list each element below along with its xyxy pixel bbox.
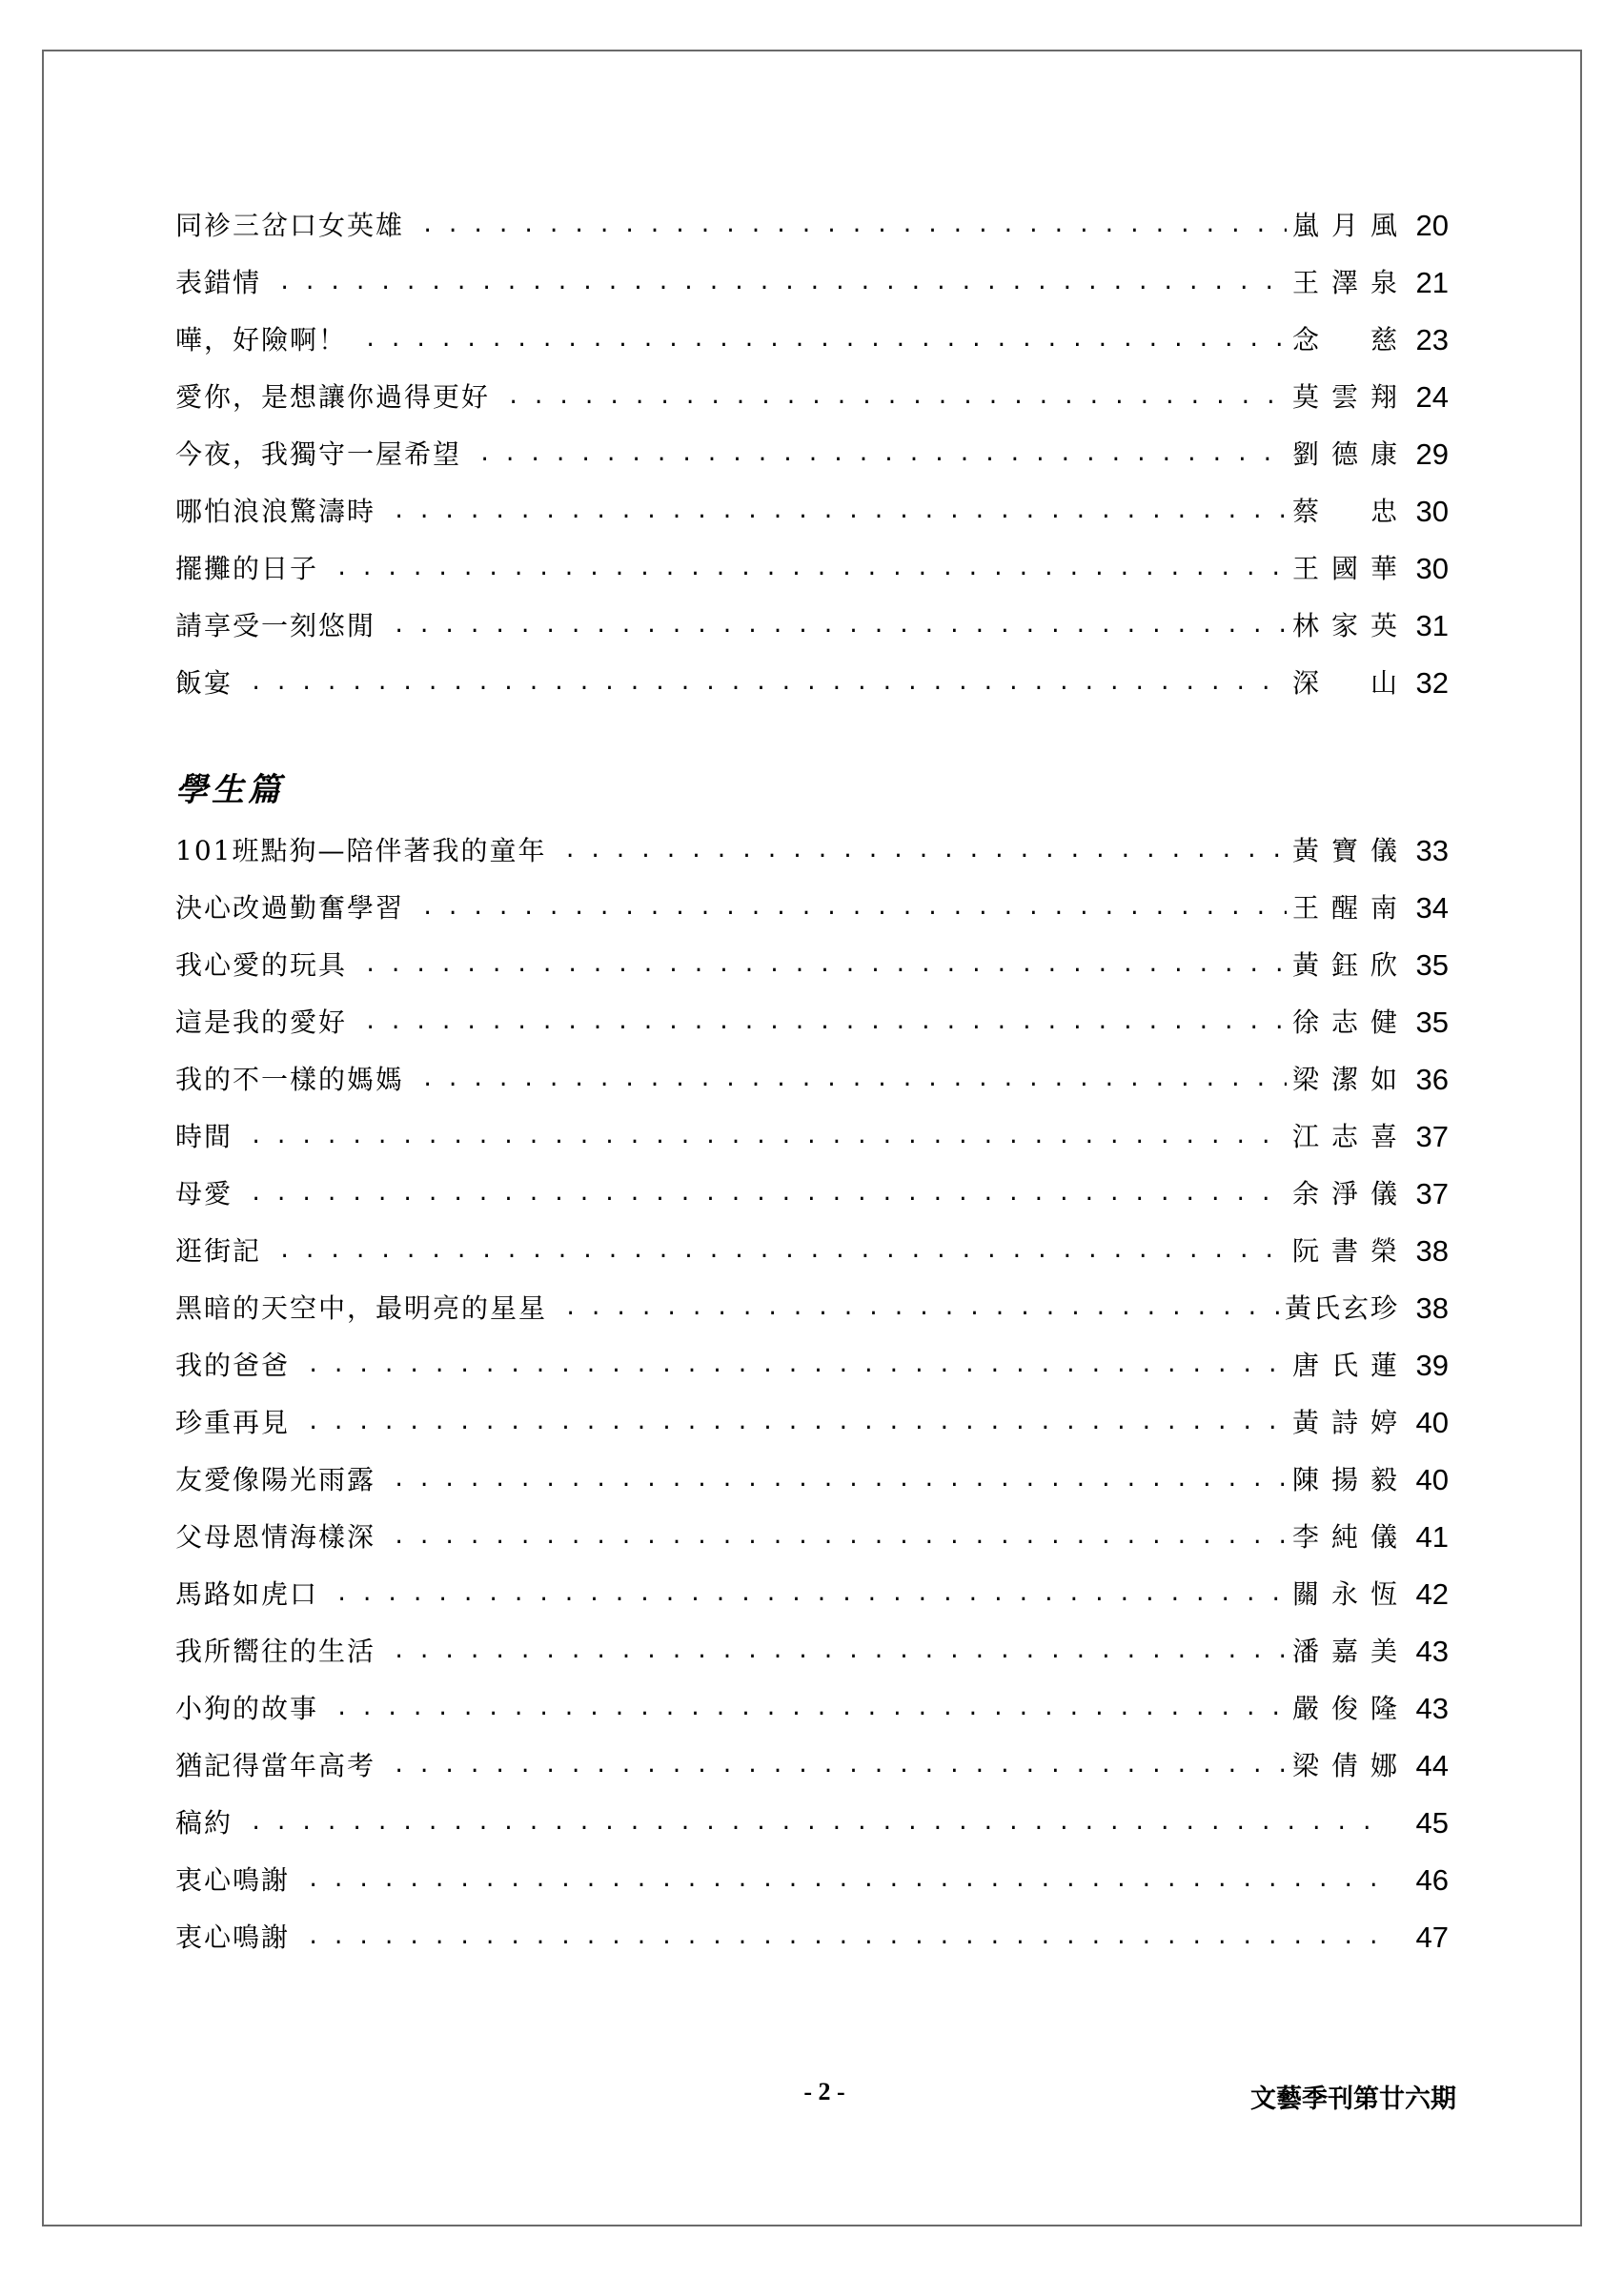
toc-entry[interactable] bbox=[175, 312, 1449, 369]
entry-author: 關永恆 bbox=[1292, 1578, 1399, 1610]
entry-author: 王澤泉 bbox=[1292, 267, 1399, 298]
entry-title: 表錯情 bbox=[175, 267, 262, 298]
toc-entry[interactable] bbox=[175, 1909, 1449, 1966]
toc-entry[interactable] bbox=[175, 254, 1449, 312]
entry-author: 林家英 bbox=[1292, 610, 1399, 641]
entry-author: 徐志健 bbox=[1292, 1006, 1399, 1038]
entry-title: 決心改過勤奮學習 bbox=[175, 892, 405, 924]
entry-title: 黑暗的天空中，最明亮的星星 bbox=[175, 1292, 548, 1324]
entry-title: 衷心鳴謝 bbox=[175, 1864, 291, 1896]
entry-page-number: 21 bbox=[1415, 266, 1449, 299]
entry-author: 黃氏玄珍 bbox=[1284, 1292, 1399, 1324]
entry-page-number: 40 bbox=[1415, 1463, 1449, 1496]
entry-page-number: 30 bbox=[1415, 495, 1449, 528]
toc-entry[interactable] bbox=[175, 197, 1449, 254]
entry-title: 請享受一刻悠閒 bbox=[175, 610, 376, 641]
entry-author: 念 慈 bbox=[1292, 324, 1399, 356]
entry-author: 王國華 bbox=[1292, 553, 1399, 584]
entry-page-number: 34 bbox=[1415, 891, 1449, 925]
entry-title: 同袗三岔口女英雄 bbox=[175, 210, 405, 241]
toc-entry[interactable] bbox=[175, 1566, 1449, 1623]
entry-title: 小狗的故事 bbox=[175, 1693, 319, 1724]
toc-list-top bbox=[175, 197, 1449, 712]
dot-leader bbox=[564, 1280, 1279, 1337]
entry-title: 我所嚮往的生活 bbox=[175, 1636, 376, 1667]
toc-entry[interactable] bbox=[175, 655, 1449, 712]
dot-leader bbox=[278, 254, 1287, 312]
footer-publication-title: 文藝季刊第廿六期 bbox=[1250, 2084, 1456, 2114]
dot-leader bbox=[335, 1680, 1287, 1738]
entry-title: 馬路如虎口 bbox=[175, 1578, 319, 1610]
dot-leader bbox=[364, 312, 1287, 369]
entry-title: 衷心鳴謝 bbox=[175, 1921, 291, 1953]
entry-page-number: 45 bbox=[1415, 1806, 1449, 1840]
entry-title: 珍重再見 bbox=[175, 1407, 291, 1438]
entry-title: 父母恩情海樣深 bbox=[175, 1521, 376, 1553]
entry-page-number: 39 bbox=[1415, 1349, 1449, 1382]
entry-page-number: 47 bbox=[1415, 1921, 1449, 1954]
toc-entry[interactable] bbox=[175, 1051, 1449, 1108]
toc-entry[interactable] bbox=[175, 1280, 1449, 1337]
entry-title: 我的爸爸 bbox=[175, 1350, 291, 1381]
entry-page-number: 41 bbox=[1415, 1520, 1449, 1554]
dot-leader bbox=[563, 823, 1287, 880]
entry-page-number: 44 bbox=[1415, 1749, 1449, 1782]
entry-title: 擺攤的日子 bbox=[175, 553, 319, 584]
toc-entry[interactable] bbox=[175, 994, 1449, 1051]
entry-title: 嘩，好險啊！ bbox=[175, 324, 348, 356]
entry-title: 時間 bbox=[175, 1121, 233, 1152]
dot-leader bbox=[393, 1509, 1287, 1566]
dot-leader bbox=[478, 426, 1287, 483]
entry-title: 哪怕浪浪驚濤時 bbox=[175, 496, 376, 527]
entry-author: 黃詩婷 bbox=[1292, 1407, 1399, 1438]
entry-author: 嵐月風 bbox=[1292, 210, 1399, 241]
toc-entry[interactable] bbox=[175, 540, 1449, 598]
entry-page-number: 32 bbox=[1415, 666, 1449, 700]
entry-title: 我的不一樣的媽媽 bbox=[175, 1064, 405, 1095]
entry-title: 逛街記 bbox=[175, 1235, 262, 1267]
toc-entry[interactable] bbox=[175, 1337, 1449, 1394]
entry-page-number: 30 bbox=[1415, 552, 1449, 585]
entry-title: 友愛像陽光雨露 bbox=[175, 1464, 376, 1495]
entry-page-number: 23 bbox=[1415, 323, 1449, 356]
toc-entry[interactable] bbox=[175, 1108, 1449, 1166]
dot-leader bbox=[307, 1394, 1287, 1452]
entry-page-number: 43 bbox=[1415, 1692, 1449, 1725]
entry-author: 嚴俊隆 bbox=[1292, 1693, 1399, 1724]
entry-page-number: 37 bbox=[1415, 1177, 1449, 1210]
entry-page-number: 46 bbox=[1415, 1863, 1449, 1897]
entry-page-number: 40 bbox=[1415, 1406, 1449, 1439]
entry-page-number: 37 bbox=[1415, 1120, 1449, 1153]
entry-page-number: 35 bbox=[1415, 1006, 1449, 1039]
entry-title: 母愛 bbox=[175, 1178, 233, 1210]
entry-title: 今夜，我獨守一屋希望 bbox=[175, 438, 462, 470]
toc-entry[interactable] bbox=[175, 483, 1449, 540]
entry-author: 阮書榮 bbox=[1292, 1235, 1399, 1267]
dot-leader bbox=[335, 540, 1287, 598]
dot-leader bbox=[421, 197, 1287, 254]
entry-author: 黃鈺欣 bbox=[1292, 949, 1399, 981]
dot-leader bbox=[250, 655, 1287, 712]
toc-entry[interactable] bbox=[175, 1223, 1449, 1280]
dot-leader bbox=[278, 1223, 1287, 1280]
entry-author: 劉德康 bbox=[1292, 438, 1399, 470]
dot-leader bbox=[393, 598, 1287, 655]
dot-leader bbox=[364, 994, 1287, 1051]
dot-leader bbox=[393, 1738, 1287, 1795]
dot-leader bbox=[335, 1566, 1287, 1623]
entry-author: 唐氏蓮 bbox=[1292, 1350, 1399, 1381]
entry-title: 我心愛的玩具 bbox=[175, 949, 348, 981]
entry-author: 潘嘉美 bbox=[1292, 1636, 1399, 1667]
toc-entry[interactable] bbox=[175, 937, 1449, 994]
dot-leader bbox=[421, 1051, 1287, 1108]
entry-author: 蔡 忠 bbox=[1292, 496, 1399, 527]
entry-author: 黃寶儀 bbox=[1292, 835, 1399, 866]
entry-author: 李純儀 bbox=[1292, 1521, 1399, 1553]
toc-entry[interactable] bbox=[175, 426, 1449, 483]
entry-page-number: 38 bbox=[1415, 1291, 1449, 1325]
dot-leader bbox=[393, 483, 1287, 540]
entry-page-number: 43 bbox=[1415, 1635, 1449, 1668]
toc-entry[interactable] bbox=[175, 1795, 1449, 1852]
entry-title: 這是我的愛好 bbox=[175, 1006, 348, 1038]
dot-leader bbox=[393, 1623, 1287, 1680]
entry-title: 猶記得當年高考 bbox=[175, 1750, 376, 1781]
section-heading-students: 學生篇 bbox=[175, 771, 284, 809]
entry-page-number: 29 bbox=[1415, 437, 1449, 471]
entry-page-number: 38 bbox=[1415, 1234, 1449, 1268]
toc-entry[interactable] bbox=[175, 1680, 1449, 1738]
dot-leader bbox=[307, 1909, 1380, 1966]
footer-page-number: - 2 - bbox=[803, 2078, 845, 2105]
dot-leader bbox=[250, 1108, 1287, 1166]
entry-author: 江志喜 bbox=[1292, 1121, 1399, 1152]
toc-list-students bbox=[175, 823, 1449, 1966]
entry-page-number: 24 bbox=[1415, 380, 1449, 414]
dot-leader bbox=[364, 937, 1287, 994]
toc-entry[interactable] bbox=[175, 823, 1449, 880]
entry-title: 101班點狗—陪伴著我的童年 bbox=[175, 835, 547, 866]
toc-entry[interactable] bbox=[175, 1738, 1449, 1795]
entry-page-number: 42 bbox=[1415, 1577, 1449, 1611]
entry-title: 飯宴 bbox=[175, 667, 233, 699]
entry-author: 梁潔如 bbox=[1292, 1064, 1399, 1095]
dot-leader bbox=[250, 1166, 1287, 1223]
dot-leader bbox=[393, 1452, 1287, 1509]
entry-author: 余淨儀 bbox=[1292, 1178, 1399, 1210]
toc-entry[interactable] bbox=[175, 1452, 1449, 1509]
entry-page-number: 35 bbox=[1415, 948, 1449, 982]
toc-entry[interactable] bbox=[175, 1852, 1449, 1909]
entry-page-number: 31 bbox=[1415, 609, 1449, 642]
toc-entry[interactable] bbox=[175, 1166, 1449, 1223]
entry-author: 陳揚毅 bbox=[1292, 1464, 1399, 1495]
entry-title: 稿約 bbox=[175, 1807, 233, 1839]
toc-entry[interactable] bbox=[175, 880, 1449, 937]
dot-leader bbox=[507, 369, 1287, 426]
entry-author: 梁倩娜 bbox=[1292, 1750, 1399, 1781]
toc-entry[interactable] bbox=[175, 1509, 1449, 1566]
dot-leader bbox=[250, 1795, 1380, 1852]
entry-author: 莫雲翔 bbox=[1292, 381, 1399, 413]
entry-page-number: 36 bbox=[1415, 1063, 1449, 1096]
dot-leader bbox=[421, 880, 1287, 937]
toc-entry[interactable] bbox=[175, 1394, 1449, 1452]
entry-author: 王醒南 bbox=[1292, 892, 1399, 924]
toc-entry[interactable] bbox=[175, 1623, 1449, 1680]
dot-leader bbox=[307, 1337, 1287, 1394]
dot-leader bbox=[307, 1852, 1380, 1909]
entry-page-number: 20 bbox=[1415, 209, 1449, 242]
entry-page-number: 33 bbox=[1415, 834, 1449, 867]
toc-entry[interactable] bbox=[175, 369, 1449, 426]
entry-author: 深 山 bbox=[1292, 667, 1399, 699]
entry-title: 愛你，是想讓你過得更好 bbox=[175, 381, 491, 413]
toc-entry[interactable] bbox=[175, 598, 1449, 655]
